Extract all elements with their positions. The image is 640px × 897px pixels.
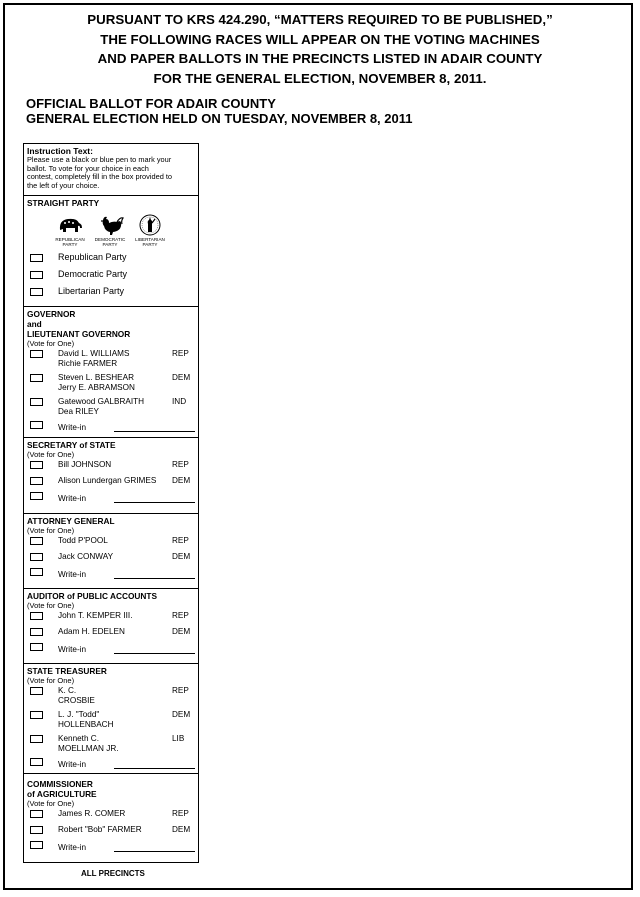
candidate-name: Gatewood GALBRAITH: [58, 397, 145, 406]
writein-line[interactable]: [114, 431, 195, 432]
candidate-party: DEM: [172, 373, 191, 382]
candidate-row[interactable]: [27, 348, 195, 372]
writein-row[interactable]: [27, 491, 195, 505]
race-state-treasurer: [24, 664, 198, 774]
option-label: Libertarian Party: [58, 286, 125, 296]
candidate-row[interactable]: [27, 824, 195, 840]
race-title: COMMISSIONER: [27, 779, 93, 789]
writein-row[interactable]: [27, 420, 195, 434]
vote-for-one: (Vote for One): [27, 799, 75, 808]
vote-box[interactable]: [30, 687, 43, 695]
candidate-party: REP: [172, 611, 189, 620]
writein-line[interactable]: [114, 653, 195, 654]
candidate-row[interactable]: [27, 372, 195, 396]
candidate-name: Alison Lundergan GRIMES: [58, 476, 157, 485]
writein-label: Write-in: [58, 423, 87, 432]
writein-label: Write-in: [58, 645, 87, 654]
vote-box[interactable]: [30, 628, 43, 636]
candidate-row[interactable]: [27, 709, 195, 733]
candidate-name: John T. KEMPER III.: [58, 611, 133, 620]
writein-label: Write-in: [58, 570, 87, 579]
instructions-line: contest, completely fill in the box provided to: [27, 172, 173, 182]
logo-label: REPUBLICAN: [55, 237, 85, 242]
democratic-logo: [92, 214, 128, 247]
vote-box[interactable]: [30, 288, 43, 296]
candidate-name: Robert "Bob" FARMER: [58, 825, 142, 834]
vote-for-one: (Vote for One): [27, 339, 75, 348]
precincts-footer: ALL PRECINCTS: [81, 869, 145, 878]
candidate-name: Adam H. EDELEN: [58, 627, 125, 636]
candidate-name: David L. WILLIAMS: [58, 349, 130, 358]
vote-box[interactable]: [30, 461, 43, 469]
republican-logo: [52, 214, 88, 247]
writein-line[interactable]: [114, 851, 195, 852]
race-title: LIEUTENANT GOVERNOR: [27, 329, 131, 339]
vote-box[interactable]: [30, 810, 43, 818]
ballot-heading-line: GENERAL ELECTION HELD ON TUESDAY, NOVEMBER 8, 2011: [26, 111, 413, 126]
logo-label: LIBERTARIAN: [135, 237, 165, 242]
option-label: Republican Party: [58, 252, 127, 262]
writein-line[interactable]: [114, 502, 195, 503]
candidate-row[interactable]: [27, 459, 195, 475]
straight-party-option[interactable]: [27, 286, 195, 303]
vote-box[interactable]: [30, 350, 43, 358]
writein-label: Write-in: [58, 494, 87, 503]
candidate-row[interactable]: [27, 610, 195, 626]
candidate-name: James R. COMER: [58, 809, 126, 818]
logo-label: PARTY: [142, 242, 158, 247]
section-title: STRAIGHT PARTY: [27, 198, 100, 208]
instructions-heading: Instruction Text:: [27, 146, 93, 156]
race-title: and: [27, 319, 42, 329]
instructions-line: ballot. To vote for your choice in each: [27, 163, 149, 173]
vote-box[interactable]: [30, 271, 43, 279]
candidate-name: CROSBIE: [58, 696, 95, 705]
candidate-party: IND: [172, 397, 187, 406]
rooster-icon: [95, 214, 125, 236]
race-title: GOVERNOR: [27, 309, 76, 319]
race-attorney-general: [24, 514, 198, 589]
writein-row[interactable]: [27, 757, 195, 771]
candidate-name: Richie FARMER: [58, 359, 118, 368]
writein-line[interactable]: [114, 578, 195, 579]
ballot-heading-line: OFFICIAL BALLOT FOR ADAIR COUNTY: [26, 96, 276, 111]
candidate-name: Bill JOHNSON: [58, 460, 112, 469]
race-title: SECRETARY of STATE: [27, 440, 116, 450]
straight-party-option[interactable]: [27, 252, 195, 269]
libertarian-logo: [132, 214, 168, 247]
logo-label: PARTY: [62, 242, 78, 247]
vote-box[interactable]: [30, 477, 43, 485]
vote-for-one: (Vote for One): [27, 526, 75, 535]
writein-row[interactable]: [27, 642, 195, 656]
candidate-name: Jack CONWAY: [58, 552, 114, 561]
instructions-line: the left of your choice.: [27, 180, 100, 190]
notice-line: FOR THE GENERAL ELECTION, NOVEMBER 8, 2011.: [153, 70, 487, 86]
vote-box[interactable]: [30, 711, 43, 719]
party-logos: [52, 214, 195, 247]
candidate-name: Jerry E. ABRAMSON: [58, 383, 135, 392]
candidate-party: DEM: [172, 825, 191, 834]
candidate-party: DEM: [172, 476, 191, 485]
candidate-name: K. C.: [58, 686, 77, 695]
sample-ballot: [23, 143, 199, 863]
candidate-row[interactable]: [27, 396, 195, 420]
candidate-party: DEM: [172, 627, 191, 636]
race-governor: [24, 307, 198, 438]
writein-row[interactable]: [27, 840, 195, 854]
candidate-name: L. J. "Todd": [58, 710, 100, 719]
candidate-name: Todd P'POOL: [58, 536, 108, 545]
logo-label: DEMOCRATIC: [94, 237, 126, 242]
candidate-name: HOLLENBACH: [58, 720, 114, 729]
vote-for-one: (Vote for One): [27, 450, 75, 459]
vote-box[interactable]: [30, 826, 43, 834]
writein-row[interactable]: [27, 567, 195, 581]
race-commissioner-of-agriculture: [24, 774, 198, 864]
vote-box[interactable]: [30, 398, 43, 406]
notice-line: AND PAPER BALLOTS IN THE PRECINCTS LISTED IN ADAIR COUNTY: [97, 51, 543, 66]
race-title: STATE TREASURER: [27, 666, 107, 676]
publication-notice: [0, 10, 640, 88]
candidate-name: MOELLMAN JR.: [58, 744, 119, 753]
instructions-line: Please use a black or blue pen to mark your: [27, 155, 172, 164]
vote-box[interactable]: [30, 735, 43, 743]
candidate-row[interactable]: [27, 808, 195, 824]
ballot-heading: [26, 96, 412, 126]
candidate-row[interactable]: [27, 733, 195, 757]
candidate-row[interactable]: [27, 626, 195, 642]
race-title: of AGRICULTURE: [27, 789, 97, 799]
race-secretary-of-state: [24, 438, 198, 514]
candidate-row[interactable]: [27, 535, 195, 551]
candidate-party: REP: [172, 809, 189, 818]
vote-for-one: (Vote for One): [27, 601, 75, 610]
vote-box[interactable]: [30, 421, 43, 429]
candidate-row[interactable]: [27, 475, 195, 491]
candidate-party: REP: [172, 349, 189, 358]
straight-party-option[interactable]: [27, 269, 195, 286]
vote-box[interactable]: [30, 537, 43, 545]
notice-line: PURSUANT TO KRS 424.290, “MATTERS REQUIRED TO BE PUBLISHED,”: [87, 12, 553, 27]
candidate-name: Dea RILEY: [58, 407, 99, 416]
candidate-party: LIB: [172, 734, 185, 743]
vote-box[interactable]: [30, 374, 43, 382]
vote-box[interactable]: [30, 492, 43, 500]
straight-party-section: [24, 196, 198, 307]
race-title: AUDITOR of PUBLIC ACCOUNTS: [27, 591, 157, 601]
instructions-section: [24, 144, 198, 196]
candidate-name: Kenneth C.: [58, 734, 99, 743]
race-title: ATTORNEY GENERAL: [27, 516, 115, 526]
vote-box[interactable]: [30, 758, 43, 766]
writein-line[interactable]: [114, 768, 195, 769]
candidate-party: DEM: [172, 552, 191, 561]
candidate-party: REP: [172, 686, 189, 695]
candidate-party: REP: [172, 536, 189, 545]
candidate-row[interactable]: [27, 551, 195, 567]
race-auditor: [24, 589, 198, 664]
vote-box[interactable]: [30, 841, 43, 849]
vote-box[interactable]: [30, 254, 43, 262]
candidate-party: DEM: [172, 710, 191, 719]
candidate-row[interactable]: [27, 685, 195, 709]
vote-box[interactable]: [30, 568, 43, 576]
liberty-seal-icon: [135, 214, 165, 236]
vote-box[interactable]: [30, 553, 43, 561]
vote-box[interactable]: [30, 643, 43, 651]
candidate-name: Steven L. BESHEAR: [58, 373, 134, 382]
notice-line: THE FOLLOWING RACES WILL APPEAR ON THE VOTING MACHINES: [100, 31, 540, 47]
vote-for-one: (Vote for One): [27, 676, 75, 685]
writein-label: Write-in: [58, 760, 87, 769]
logo-label: PARTY: [102, 242, 118, 247]
elephant-icon: [55, 214, 85, 236]
vote-box[interactable]: [30, 612, 43, 620]
candidate-party: REP: [172, 460, 189, 469]
option-label: Democratic Party: [58, 269, 128, 279]
writein-label: Write-in: [58, 843, 87, 852]
